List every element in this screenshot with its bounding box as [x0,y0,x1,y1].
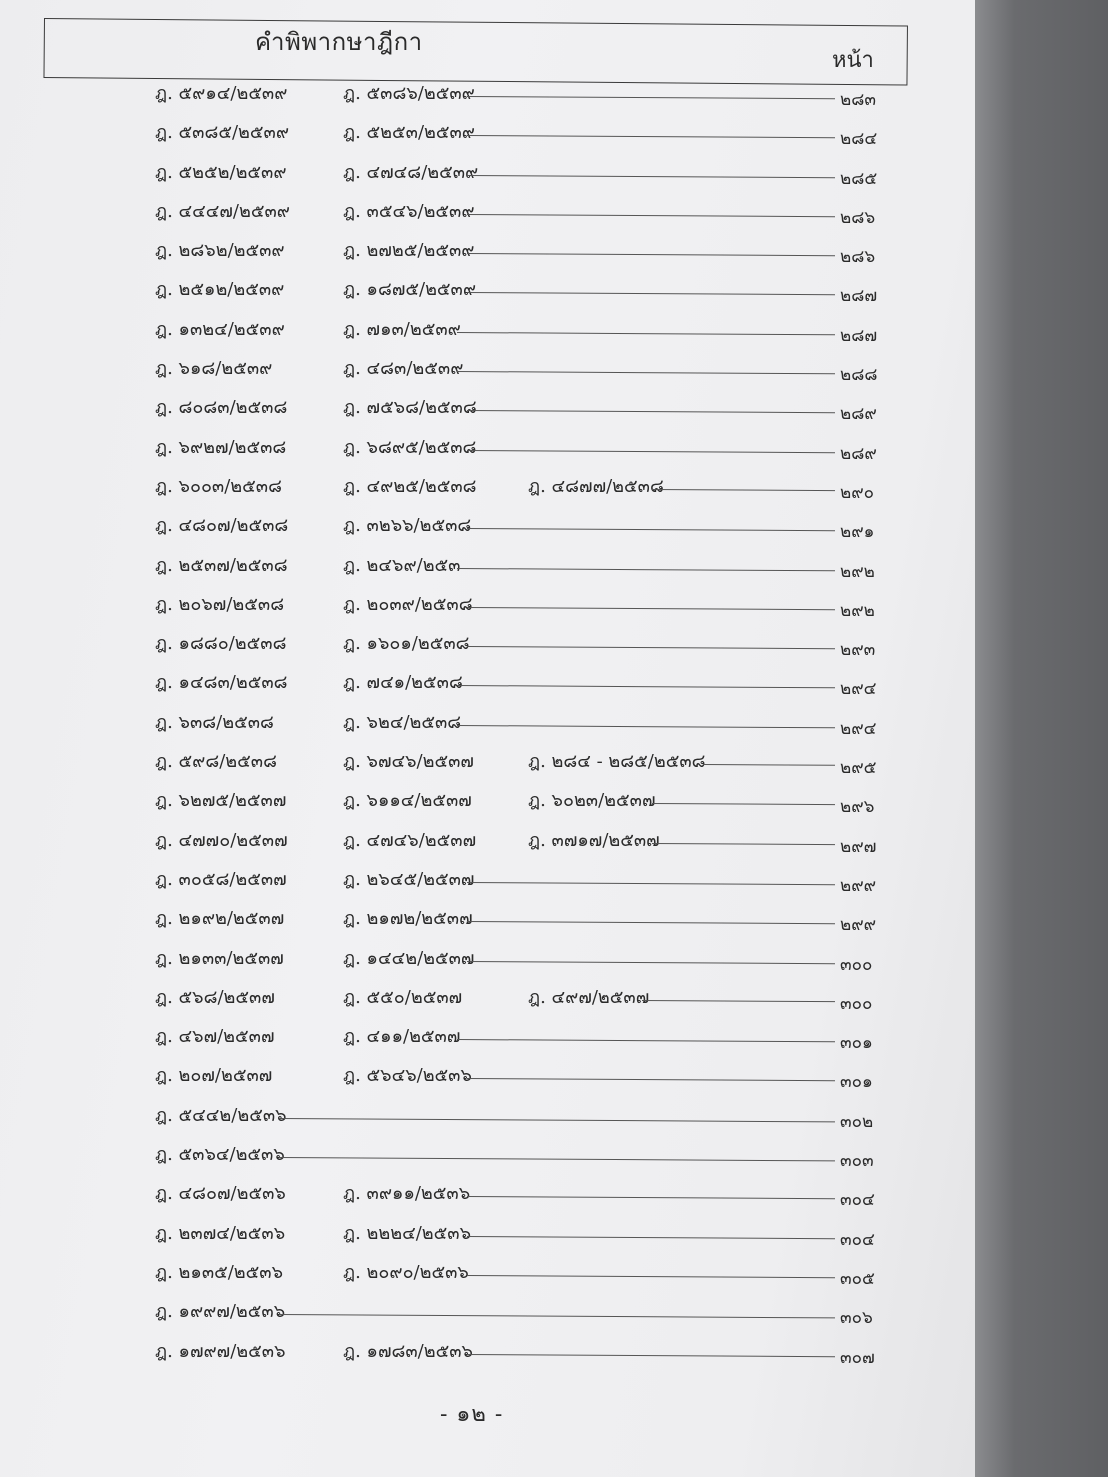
entry-page-number: ๒๙๔ [840,679,877,700]
leader-line [467,450,835,453]
entry-page-number: ๓๐๗ [840,1347,875,1368]
entry-page-number: ๒๘๖ [840,247,876,268]
leader-line [467,1275,835,1278]
case-reference: ฎ. ๔๗๔๖/๒๕๓๗ [343,829,477,851]
case-reference: ฎ. ๔๔๔๗/๒๕๓๙ [155,200,290,222]
case-reference: ฎ. ๗๔๑/๒๕๓๘ [343,672,463,694]
index-entry [155,939,895,978]
book-edge [975,0,1108,1477]
index-entry [155,270,895,309]
leader-line [467,528,835,531]
leader-line [457,725,835,728]
index-entry [155,1135,895,1174]
case-reference: ฎ. ๔๙๗/๒๕๓๗ [528,986,650,1008]
case-reference: ฎ. ๕๓๖๔/๒๕๓๖ [155,1144,285,1166]
case-reference: ฎ. ๒๑๓๕/๒๕๓๖ [155,1261,284,1283]
case-reference: ฎ. ๕๕๐/๒๕๓๗ [343,986,463,1008]
entry-page-number: ๓๐๓ [840,1151,874,1172]
case-reference: ฎ. ๑๙๙๗/๒๕๓๖ [155,1301,286,1323]
index-entry [155,1174,895,1213]
leader-line [467,1078,835,1081]
case-reference: ฎ. ๔๘๓/๒๕๓๙ [343,358,464,380]
leader-line [279,1157,835,1161]
index-entry [155,74,895,113]
entry-page-number: ๓๐๑ [840,1072,873,1093]
case-reference: ฎ. ๓๙๑๑/๒๕๓๖ [343,1183,471,1205]
case-reference: ฎ. ๓๗๑๗/๒๕๓๗ [528,829,660,851]
page-number: - ๑๒ - [440,1402,504,1427]
leader-line [467,646,835,649]
index-entry [155,231,895,270]
case-reference: ฎ. ๖๐๒๓/๒๕๓๗ [528,790,656,812]
case-reference: ฎ. ๖๐๐๓/๒๕๓๘ [155,475,282,497]
index-list [155,74,895,1371]
entry-page-number: ๒๙๖ [840,797,875,818]
leader-line [279,1118,835,1122]
case-reference: ฎ. ๖๑๑๔/๒๕๓๗ [343,790,472,812]
case-reference: ฎ. ๑๘๗๕/๒๕๓๙ [343,279,477,301]
case-reference: ฎ. ๓๐๕๘/๒๕๓๗ [155,868,287,890]
case-reference: ฎ. ๔๘๐๗/๒๕๓๘ [155,515,289,537]
case-reference: ฎ. ๔๘๐๗/๒๕๓๖ [155,1183,286,1205]
case-reference: ฎ. ๓๕๔๖/๒๕๓๙ [343,200,475,222]
entry-page-number: ๓๐๑ [840,1033,873,1054]
index-entry [155,1096,895,1135]
leader-line [652,489,835,491]
index-entry [155,1056,895,1095]
leader-line [642,1000,835,1002]
index-entry [155,349,895,388]
leader-line [703,764,835,766]
leader-line [467,921,835,924]
case-reference: ฎ. ๖๓๘/๒๕๓๘ [155,711,274,733]
entry-page-number: ๒๘๘ [840,365,878,386]
index-entry [155,506,895,545]
case-reference: ฎ. ๒๒๒๔/๒๕๓๖ [343,1222,472,1244]
leader-line [467,96,835,99]
case-reference: ฎ. ๒๗๒๕/๒๕๓๙ [343,240,475,262]
index-entry [155,1292,895,1331]
index-entry [155,1214,895,1253]
entry-page-number: ๒๘๙ [840,404,877,425]
index-entry [155,703,895,742]
entry-page-number: ๒๙๐ [840,482,875,503]
case-reference: ฎ. ๒๔๖๙/๒๕๓ [343,554,461,576]
case-reference: ฎ. ๗๕๖๘/๒๕๓๘ [343,397,477,419]
case-reference: ฎ. ๔๑๑/๒๕๓๗ [343,1026,461,1048]
entry-page-number: ๒๙๙ [840,915,877,936]
index-entry [155,1253,895,1292]
case-reference: ฎ. ๕๒๕๓/๒๕๓๙ [343,122,475,144]
case-reference: ฎ. ๒๐๗/๒๕๓๗ [155,1065,273,1087]
case-reference: ฎ. ๗๑๓/๒๕๓๙ [343,318,461,340]
entry-page-number: ๒๙๒ [840,561,875,582]
index-entry [155,310,895,349]
case-reference: ฎ. ๘๐๘๓/๒๕๓๘ [155,397,288,419]
entry-page-number: ๒๙๒ [840,600,875,621]
index-entry [155,821,895,860]
case-reference: ฎ. ๖๗๔๖/๒๕๓๗ [343,751,474,773]
index-entry [155,860,895,899]
entry-page-number: ๒๘๔ [840,129,878,150]
leader-line [457,371,835,374]
case-reference: ฎ. ๖๒๔/๒๕๓๘ [343,711,462,733]
case-reference: ฎ. ๒๑๗๒/๒๕๓๗ [343,908,473,930]
case-reference: ฎ. ๑๗๘๓/๒๕๓๖ [343,1340,473,1362]
index-entry [155,742,895,781]
leader-line [467,1236,835,1239]
case-reference: ฎ. ๕๙๑๔/๒๕๓๙ [155,83,288,104]
entry-page-number: ๒๙๕ [840,758,877,779]
index-entry [155,153,895,192]
case-reference: ฎ. ๑๓๒๔/๒๕๓๙ [155,318,285,340]
case-reference: ฎ. ๒๐๖๗/๒๕๓๘ [155,593,285,615]
index-entry [155,113,895,152]
case-reference: ฎ. ๑๔๔๒/๒๕๓๗ [343,947,475,969]
case-reference: ฎ. ๔๘๗๗/๒๕๓๘ [528,475,664,497]
case-reference: ฎ. ๕๖๔๖/๒๕๓๖ [343,1065,472,1087]
case-reference: ฎ. ๖๑๘/๒๕๓๙ [155,358,273,380]
entry-page-number: ๒๘๗ [840,325,878,346]
case-reference: ฎ. ๑๖๐๑/๒๕๓๘ [343,633,470,655]
entry-page-number: ๓๐๖ [840,1308,873,1329]
case-reference: ฎ. ๒๕๓๗/๒๕๓๘ [155,554,288,576]
index-entry [155,663,895,702]
index-entry [155,585,895,624]
case-reference: ฎ. ๑๘๘๐/๒๕๓๘ [155,633,287,655]
index-entry [155,624,895,663]
case-reference: ฎ. ๕๖๘/๒๕๓๗ [155,986,275,1008]
leader-line [467,253,835,256]
leader-line [652,843,835,845]
leader-line [652,803,835,805]
entry-page-number: ๓๐๐ [840,993,873,1014]
entry-page-number: ๓๐๔ [840,1190,875,1211]
entry-page-number: ๒๘๖ [840,207,876,228]
leader-line [467,882,835,885]
index-entry [155,1017,895,1056]
index-entry [155,546,895,585]
index-entry [155,192,895,231]
case-reference: ฎ. ๖๘๙๕/๒๕๓๘ [343,436,477,458]
case-reference: ฎ. ๒๑๓๓/๒๕๓๗ [155,947,284,969]
entry-page-number: ๒๙๓ [840,640,876,661]
leader-line [467,961,835,964]
case-reference: ฎ. ๔๖๗/๒๕๓๗ [155,1026,275,1048]
case-reference: ฎ. ๖๙๒๗/๒๕๓๘ [155,436,287,458]
leader-line [467,1196,835,1199]
case-reference: ฎ. ๕๓๘๖/๒๕๓๙ [343,83,475,104]
entry-page-number: ๒๙๔ [840,718,877,739]
case-reference: ฎ. ๒๑๙๒/๒๕๓๗ [155,908,285,930]
leader-line [279,1314,835,1318]
entry-page-number: ๒๘๗ [840,286,878,307]
entry-page-number: ๒๙๑ [840,522,875,543]
case-reference: ฎ. ๕๓๘๕/๒๕๓๙ [155,122,290,144]
case-reference: ฎ. ๒๘๖๒/๒๕๓๙ [155,240,285,262]
entry-page-number: ๓๐๕ [840,1268,875,1289]
entry-page-number: ๓๐๐ [840,954,873,975]
case-reference: ฎ. ๓๒๖๖/๒๕๓๘ [343,515,472,537]
index-entry [155,781,895,820]
entry-page-number: ๒๘๕ [840,168,878,189]
entry-page-number: ๒๙๗ [840,836,877,857]
case-reference: ฎ. ๒๓๗๔/๒๕๓๖ [155,1222,286,1244]
case-reference: ฎ. ๑๔๘๓/๒๕๓๘ [155,672,288,694]
leader-line [457,685,835,688]
index-entry [155,388,895,427]
case-reference: ฎ. ๔๙๒๕/๒๕๓๘ [343,475,477,497]
entry-page-number: ๒๘๓ [840,90,876,110]
case-reference: ฎ. ๒๘๔ - ๒๘๕/๒๕๓๘ [528,751,706,773]
leader-line [457,568,835,571]
leader-line [457,332,835,335]
page-column-label: หน้า [832,48,874,73]
index-entry [155,978,895,1017]
leader-line [467,135,835,138]
case-reference: ฎ. ๕๙๘/๒๕๓๘ [155,751,277,773]
entry-page-number: ๒๙๙ [840,875,877,896]
leader-line [467,214,835,217]
index-entry [155,467,895,506]
case-reference: ฎ. ๑๗๙๗/๒๕๓๖ [155,1340,286,1362]
case-reference: ฎ. ๒๐๓๙/๒๕๓๘ [343,593,473,615]
leader-line [457,1039,835,1042]
entry-page-number: ๓๐๔ [840,1229,875,1250]
entry-page-number: ๓๐๒ [840,1111,874,1132]
entry-page-number: ๒๘๙ [840,443,877,464]
case-reference: ฎ. ๒๖๔๕/๒๕๓๗ [343,868,475,890]
page-title: คำพิพากษาฎีกา [255,28,423,56]
case-reference: ฎ. ๕๔๔๒/๒๕๓๖ [155,1104,287,1126]
case-reference: ฎ. ๒๕๑๒/๒๕๓๙ [155,279,285,301]
index-entry [155,899,895,938]
index-entry [155,1332,895,1371]
case-reference: ฎ. ๔๗๗๐/๒๕๓๗ [155,829,288,851]
leader-line [467,410,835,413]
index-entry [155,428,895,467]
leader-line [467,1354,835,1357]
leader-line [467,607,835,610]
leader-line [467,175,835,178]
case-reference: ฎ. ๕๒๕๒/๒๕๓๙ [155,161,287,183]
case-reference: ฎ. ๒๐๙๐/๒๕๓๖ [343,1261,469,1283]
case-reference: ฎ. ๖๒๗๕/๒๕๓๗ [155,790,287,812]
leader-line [467,292,835,295]
case-reference: ฎ. ๔๗๔๘/๒๕๓๙ [343,161,479,183]
